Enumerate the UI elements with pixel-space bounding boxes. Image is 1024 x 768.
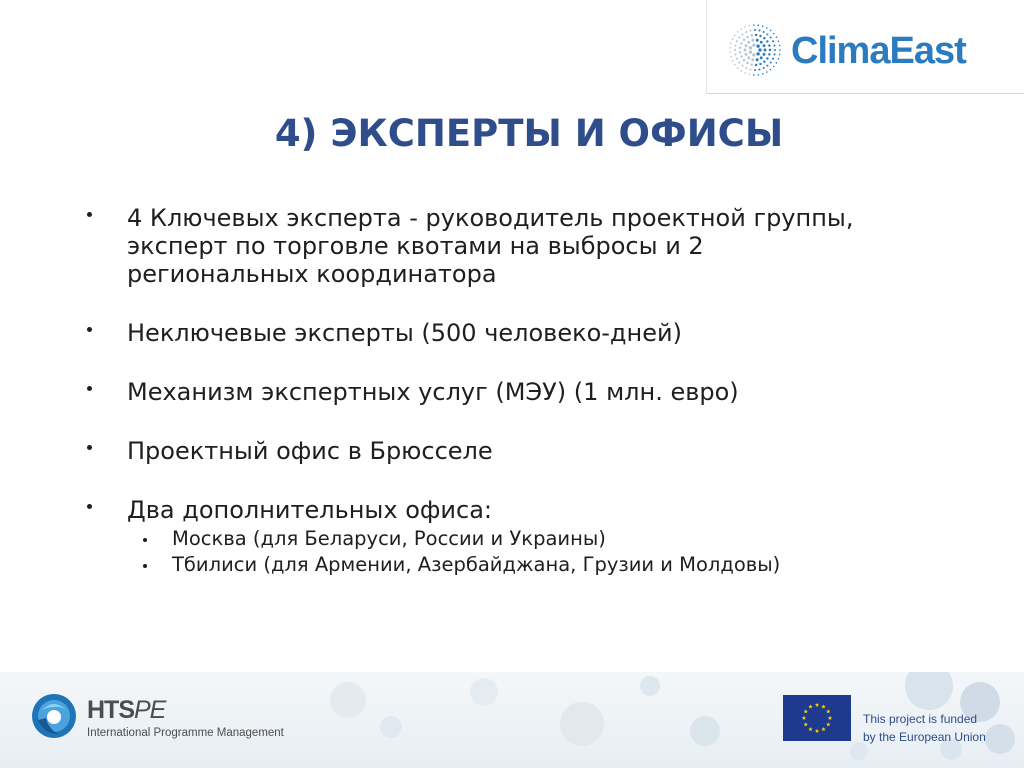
logo-dot: [762, 25, 764, 27]
logo-dot: [756, 44, 759, 47]
logo-dot: [754, 69, 756, 71]
bullet-line: Механизм экспертных услуг (МЭУ) (1 млн. евро): [127, 378, 739, 406]
sub-bullet-item: [127, 552, 984, 578]
logo-dot: [744, 72, 746, 74]
logo-dot: [740, 55, 742, 57]
sub-bullet-text: Тбилиси (для Армении, Азербайджана, Грузии и Молдовы): [172, 553, 781, 576]
bullet-line: Два дополнительных офиса:: [127, 496, 493, 524]
logo-dot: [763, 44, 766, 47]
logo-dot: [744, 26, 746, 28]
logo-dot: [770, 61, 772, 63]
logo-dot: [758, 68, 760, 70]
logo-dot: [756, 39, 759, 42]
logo-dot: [737, 31, 739, 33]
eu-flag-icon: [783, 695, 851, 741]
logo-dot: [756, 52, 759, 55]
logo-dot: [760, 56, 763, 59]
logo-dot: [763, 53, 766, 56]
logo-dot: [751, 58, 754, 61]
logo-dot: [749, 25, 751, 27]
decorative-circle: [905, 672, 953, 710]
logo-dot: [744, 49, 747, 52]
logo-dot: [772, 58, 774, 60]
decorative-circle: [330, 682, 366, 718]
logo-dot: [774, 49, 776, 51]
logo-dot: [749, 50, 752, 53]
logo-dot: [739, 47, 741, 49]
eu-funding-line: by the European Union: [863, 730, 986, 744]
bullet-item: [84, 378, 984, 406]
logo-dot: [770, 69, 772, 71]
decorative-circle: [380, 716, 402, 738]
logo-dot: [751, 39, 754, 42]
bullet-line: эксперт по торговле квотами на выбросы и 2: [127, 232, 704, 260]
logo-dot: [752, 53, 755, 56]
logo-dot: [766, 65, 768, 67]
logo-dot: [739, 51, 741, 53]
logo-dot: [729, 51, 731, 53]
bullet-line: Неключевые эксперты (500 человеко-дней): [127, 319, 682, 347]
logo-dot: [745, 44, 748, 47]
logo-dot: [776, 62, 778, 64]
logo-dot: [747, 41, 750, 44]
bullet-dot-icon: [87, 504, 92, 509]
logo-dot: [738, 37, 740, 39]
htspe-logo-icon: [30, 692, 78, 740]
bullet-dot-icon: [87, 386, 92, 391]
logo-dot: [770, 30, 772, 32]
logo-dot: [738, 61, 740, 63]
logo-dot: [766, 57, 768, 59]
bullet-item: [84, 319, 984, 347]
logo-dot: [758, 48, 761, 51]
logo-dot: [770, 37, 772, 39]
bullet-line: Проектный офис в Брюсселе: [127, 437, 493, 465]
htspe-subtitle: International Programme Management: [87, 727, 284, 739]
decorative-circle: [640, 676, 660, 696]
logo-dot: [740, 70, 742, 72]
logo-dot: [736, 40, 738, 42]
logo-dot: [746, 62, 748, 64]
logo-dot: [734, 35, 736, 37]
sub-bullet-text: Москва (для Беларуси, России и Украины): [172, 527, 606, 550]
bullet-item: [84, 204, 984, 288]
logo-dot: [745, 67, 747, 69]
decorative-circle: [470, 678, 498, 706]
logo-dot: [766, 27, 768, 29]
logo-dot: [742, 33, 744, 35]
decorative-circle: [690, 716, 720, 746]
logo-dot: [779, 49, 781, 51]
logo-dot: [734, 45, 736, 47]
logo-dot: [763, 60, 765, 62]
logo-dot: [743, 39, 745, 41]
logo-dot: [762, 73, 764, 75]
logo-dot: [778, 40, 780, 42]
logo-dot: [769, 49, 771, 51]
logo-dot: [749, 46, 752, 49]
htspe-brand-bold: HTS: [87, 696, 134, 724]
logo-dot: [732, 38, 734, 40]
logo-dot: [763, 31, 765, 33]
logo-dot: [743, 59, 745, 61]
logo-dot: [768, 44, 770, 46]
bullet-list: [84, 204, 984, 578]
logo-dot: [764, 49, 767, 52]
logo-dot: [745, 31, 747, 33]
logo-dot: [772, 40, 774, 42]
logo-dot: [742, 65, 744, 67]
logo-dot: [760, 41, 763, 44]
logo-dot: [737, 67, 739, 69]
logo-dot: [766, 71, 768, 73]
bullet-line: 4 Ключевых эксперта - руководитель проектной группы,: [127, 204, 854, 232]
logo-dot: [732, 60, 734, 62]
logo-dot: [750, 34, 752, 36]
logo-dot: [746, 36, 748, 38]
logo-dot: [778, 58, 780, 60]
logo-dot: [729, 47, 731, 49]
logo-dot: [750, 29, 752, 31]
footer: [0, 672, 1024, 768]
logo-dot: [734, 53, 736, 55]
logo-dot: [758, 29, 760, 31]
bullet-dot-icon: [143, 564, 147, 568]
eu-funding-line: This project is funded: [863, 712, 978, 726]
logo-dot: [758, 24, 760, 26]
logo-dot: [755, 64, 757, 66]
logo-text: ClimaEast: [791, 30, 966, 72]
logo-dot: [740, 42, 742, 44]
bullet-dot-icon: [87, 327, 92, 332]
logo-dot: [730, 43, 732, 45]
bullet-dot-icon: [143, 538, 147, 542]
bullet-item: [84, 496, 984, 524]
logo-dot: [779, 45, 781, 47]
bullet-item: [84, 437, 984, 465]
logo-dot: [736, 58, 738, 60]
logo-dot: [756, 58, 759, 61]
logo-dot: [768, 53, 770, 55]
logo-dot: [747, 56, 750, 59]
sub-bullet-item: [127, 526, 984, 552]
logo-dot: [763, 37, 765, 39]
logo-dot: [754, 29, 756, 31]
htspe-brand-italic: PE: [134, 696, 166, 724]
sub-bullet-list: [84, 526, 984, 578]
logo-dot: [730, 56, 732, 58]
logo-dot: [753, 24, 755, 26]
logo-dot: [750, 63, 752, 65]
logo-dot: [779, 54, 781, 56]
decorative-circle: [560, 702, 604, 746]
logo-dot: [752, 43, 755, 46]
logo-dot: [773, 33, 775, 35]
logo-dot: [750, 68, 752, 70]
logo-dot: [766, 33, 768, 35]
htspe-brand: [87, 696, 165, 725]
logo-dot: [749, 74, 751, 76]
logo-dot: [734, 49, 736, 51]
climaeast-logo: [706, 0, 1024, 94]
page-title: 4) ЭКСПЕРТЫ И ОФИСЫ: [274, 112, 784, 155]
dotted-sphere-icon: [727, 22, 783, 78]
logo-dot: [773, 53, 775, 55]
logo-dot: [745, 53, 748, 56]
logo-dot: [759, 63, 761, 65]
logo-dot: [776, 36, 778, 38]
eu-funding-note: [863, 710, 1013, 746]
logo-dot: [734, 64, 736, 66]
logo-dot: [773, 45, 775, 47]
bullet-dot-icon: [87, 212, 92, 217]
logo-dot: [763, 67, 765, 69]
logo-dot: [753, 74, 755, 76]
logo-dot: [759, 35, 761, 37]
logo-dot: [755, 34, 757, 36]
logo-dot: [773, 66, 775, 68]
bullet-line: региональных координатора: [127, 260, 497, 288]
logo-dot: [766, 40, 768, 42]
logo-dot: [758, 74, 760, 76]
bullet-dot-icon: [87, 445, 92, 450]
logo-dot: [740, 28, 742, 30]
